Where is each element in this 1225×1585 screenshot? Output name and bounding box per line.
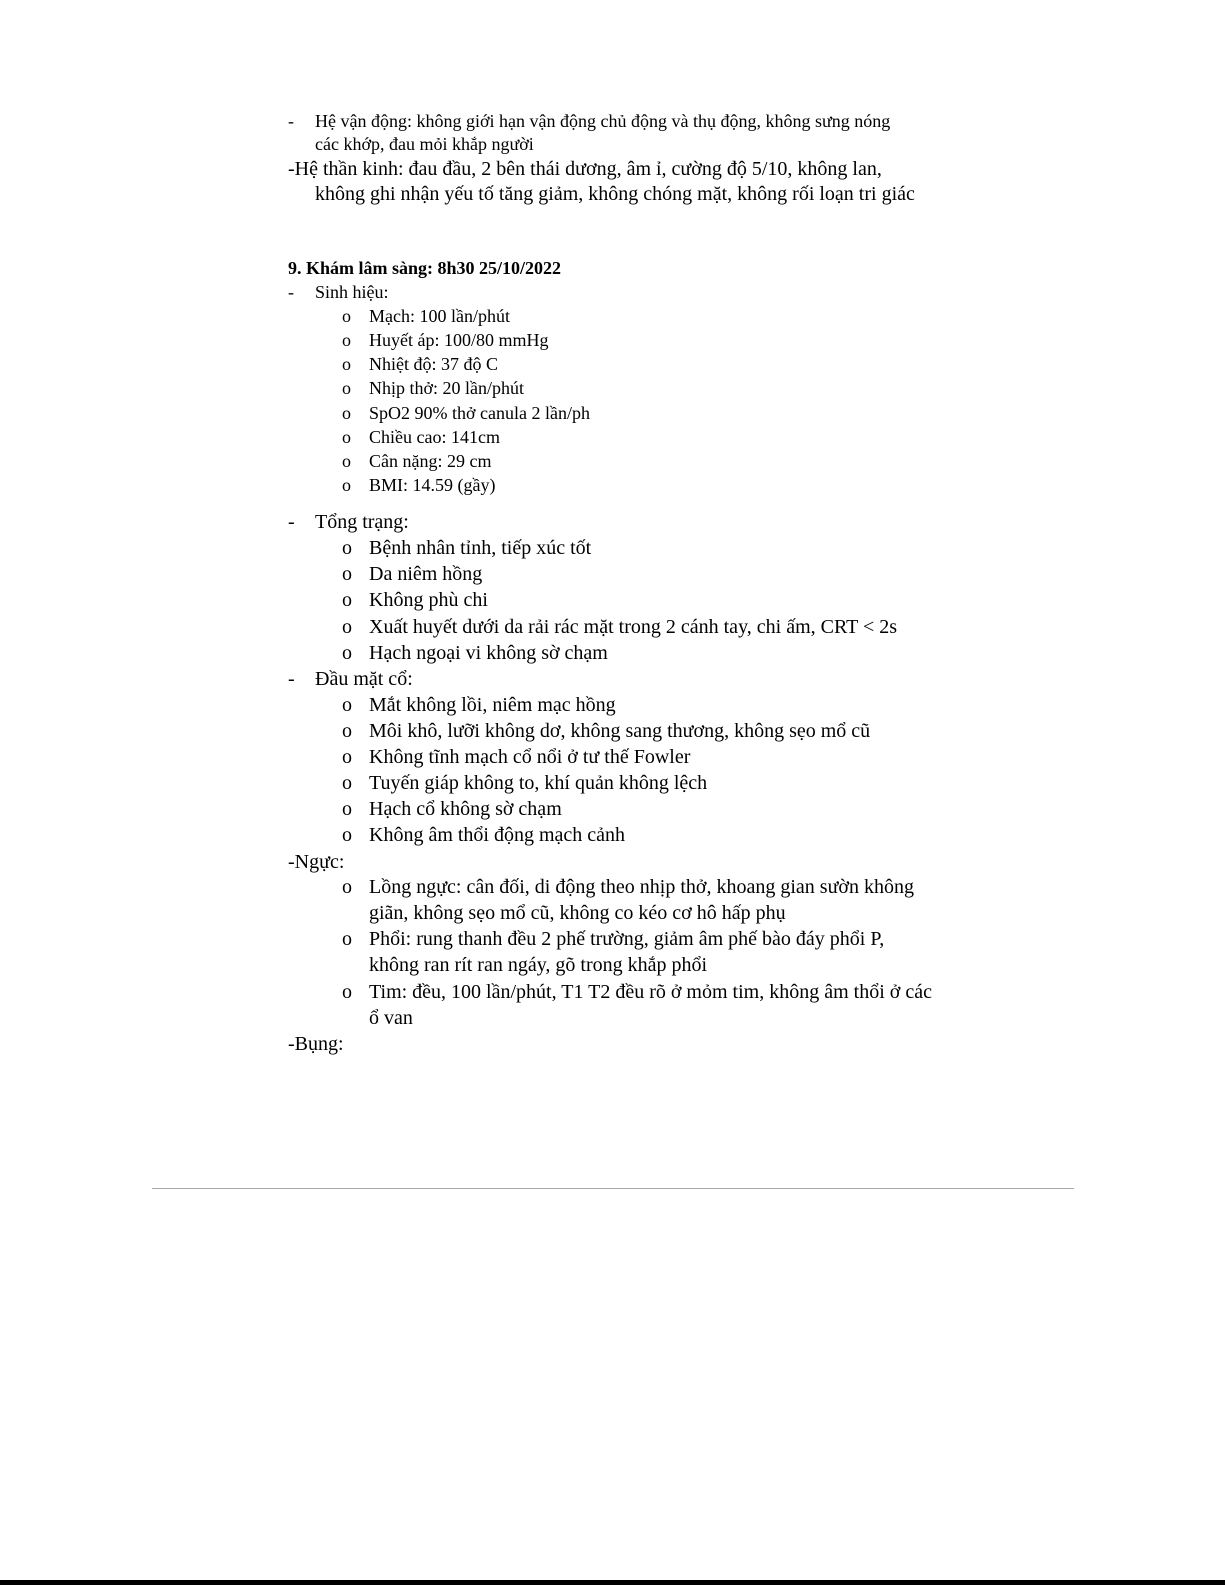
bullet-marker: o [342, 403, 351, 423]
list-item: Mắt không lồi, niêm mạc hồng [369, 694, 616, 716]
dau-mat-co-label: Đầu mặt cổ: [315, 668, 413, 690]
bullet-marker: o [342, 772, 352, 794]
tong-trang-label: Tổng trạng: [315, 511, 409, 533]
list-item: SpO2 90% thở canula 2 lần/ph [369, 403, 590, 423]
list-item: Không âm thổi động mạch cảnh [369, 824, 626, 846]
he-than-kinh-line-1: -Hệ thần kinh: đau đầu, 2 bên thái dương, âm ỉ, cường độ 5/10, không lan, [288, 158, 882, 180]
bullet-marker: o [342, 589, 352, 611]
list-item-continuation: không ran rít ran ngáy, gõ trong khắp phổi [369, 954, 708, 976]
he-van-dong-dash: - [288, 111, 294, 131]
tong-trang-dash: - [288, 511, 295, 533]
he-than-kinh-line-2: không ghi nhận yếu tố tăng giảm, không chóng mặt, không rối loạn tri giác [315, 183, 915, 205]
page-divider [152, 1188, 1074, 1189]
list-item: Tim: đều, 100 lần/phút, T1 T2 đều rõ ở mỏm tim, không âm thổi ở các [369, 981, 932, 1003]
list-item: Da niêm hồng [369, 563, 483, 585]
bullet-marker: o [342, 746, 352, 768]
list-item: Chiều cao: 141cm [369, 427, 500, 447]
list-item-continuation: ổ van [369, 1007, 413, 1029]
list-item-continuation: giãn, không sẹo mổ cũ, không co kéo cơ hô hấp phụ [369, 902, 786, 924]
bullet-marker: o [342, 928, 352, 950]
bullet-marker: o [342, 798, 352, 820]
bung-label: -Bụng: [288, 1033, 344, 1055]
sinh-hieu-dash: - [288, 282, 294, 302]
list-item: Mạch: 100 lần/phút [369, 306, 510, 326]
list-item: Cân nặng: 29 cm [369, 451, 492, 471]
dau-mat-co-dash: - [288, 668, 295, 690]
bullet-marker: o [342, 642, 352, 664]
bullet-marker: o [342, 378, 351, 398]
nguc-label: -Ngực: [288, 851, 345, 873]
list-item: Hạch ngoại vi không sờ chạm [369, 642, 608, 664]
bullet-marker: o [342, 475, 351, 495]
he-van-dong-line-2: các khớp, đau mỏi khắp người [315, 134, 534, 154]
bottom-edge-bar [0, 1580, 1225, 1585]
section-heading: 9. Khám lâm sàng: 8h30 25/10/2022 [288, 258, 562, 278]
list-item: Nhiệt độ: 37 độ C [369, 354, 498, 374]
bullet-marker: o [342, 694, 352, 716]
bullet-marker: o [342, 306, 351, 326]
bullet-marker: o [342, 563, 352, 585]
bullet-marker: o [342, 876, 352, 898]
list-item: Bệnh nhân tỉnh, tiếp xúc tốt [369, 537, 592, 559]
list-item: Lồng ngực: cân đối, di động theo nhịp thở, khoang gian sườn không [369, 876, 914, 898]
sinh-hieu-label: Sinh hiệu: [315, 282, 389, 302]
bullet-marker: o [342, 354, 351, 374]
bullet-marker: o [342, 330, 351, 350]
bullet-marker: o [342, 720, 352, 742]
list-item: Không tĩnh mạch cổ nổi ở tư thế Fowler [369, 746, 691, 768]
list-item: BMI: 14.59 (gầy) [369, 475, 496, 495]
list-item: Hạch cổ không sờ chạm [369, 798, 562, 820]
bullet-marker: o [342, 451, 351, 471]
list-item: Huyết áp: 100/80 mmHg [369, 330, 549, 350]
bullet-marker: o [342, 427, 351, 447]
list-item: Nhịp thở: 20 lần/phút [369, 378, 525, 398]
list-item: Môi khô, lưỡi không dơ, không sang thương, không sẹo mổ cũ [369, 720, 871, 742]
list-item: Không phù chi [369, 589, 488, 611]
bullet-marker: o [342, 537, 352, 559]
bullet-marker: o [342, 824, 352, 846]
bullet-marker: o [342, 616, 352, 638]
list-item: Xuất huyết dưới da rải rác mặt trong 2 cánh tay, chi ấm, CRT < 2s [369, 616, 898, 638]
bullet-marker: o [342, 981, 352, 1003]
he-van-dong-line-1: Hệ vận động: không giới hạn vận động chủ động và thụ động, không sưng nóng [315, 111, 891, 131]
list-item: Tuyến giáp không to, khí quản không lệch [369, 772, 708, 794]
list-item: Phổi: rung thanh đều 2 phế trường, giảm âm phế bào đáy phổi P, [369, 928, 885, 950]
